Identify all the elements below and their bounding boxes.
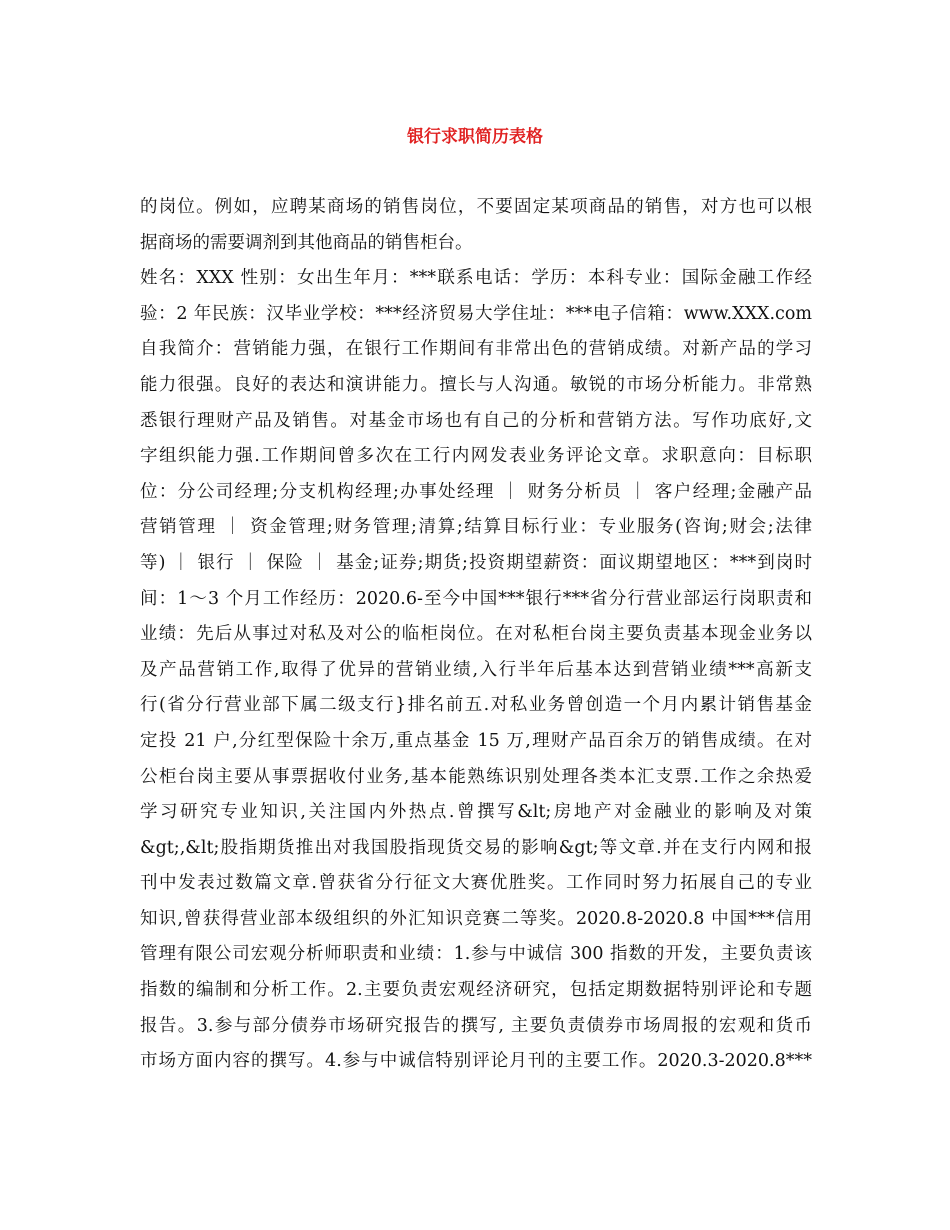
body-line: 行(省分行营业部下属二级支行}排名前五.对私业务曾创造一个月内累计销售基金 — [140, 695, 812, 716]
body-line: 刊中发表过数篇文章.曾获省分行征文大赛优胜奖。工作同时努力拓展自己的专业 — [140, 873, 812, 894]
body-line: 字组织能力强.工作期间曾多次在工行内网发表业务评论文章。求职意向：目标职 — [140, 446, 812, 467]
body-line: 能力很强。良好的表达和演讲能力。擅长与人沟通。敏锐的市场分析能力。非常熟 — [140, 374, 812, 395]
body-line: 间：1～3 个月工作经历：2020.6-至今中国***银行***省分行营业部运行岗职责和 — [140, 588, 812, 609]
body-line: 公柜台岗主要从事票据收付业务,基本能熟练识别处理各类本汇支票.工作之余热爱 — [140, 766, 812, 787]
body-line: 位：分公司经理;分支机构经理;办事处经理 ｜ 财务分析员 ｜ 客户经理;金融产品 — [140, 481, 812, 502]
body-line: 知识,曾获得营业部本级组织的外汇知识竞赛二等奖。2020.8-2020.8 中国***信用 — [140, 908, 812, 929]
body-line: 营销管理 ｜ 资金管理;财务管理;清算;结算目标行业：专业服务(咨询;财会;法律 — [140, 517, 812, 538]
body-line: 市场方面内容的撰写。4.参与中诚信特别评论月刊的主要工作。2020.3-2020.8*** — [140, 1051, 812, 1072]
body-line: 及产品营销工作,取得了优异的营销业绩,入行半年后基本达到营销业绩***高新支 — [140, 659, 812, 680]
body-line: 定投 21 户,分红型保险十余万,重点基金 15 万,理财产品百余万的销售成绩。在对 — [140, 730, 812, 751]
body-line: 管理有限公司宏观分析师职责和业绩：1.参与中诚信 300 指数的开发，主要负责该 — [140, 944, 812, 965]
body-line: 学习研究专业知识,关注国内外热点.曾撰写&lt;房地产对金融业的影响及对策 — [140, 802, 812, 823]
body-line: 的岗位。例如，应聘某商场的销售岗位，不要固定某项商品的销售，对方也可以根 — [140, 197, 812, 217]
body-line: 报告。3.参与部分债券市场研究报告的撰写, 主要负责债券市场周报的宏观和货币 — [140, 1015, 812, 1036]
body-line: 指数的编制和分析工作。2.主要负责宏观经济研究，包括定期数据特别评论和专题 — [140, 980, 812, 1001]
body-line: 等) ｜ 银行 ｜ 保险 ｜ 基金;证券;期货;投资期望薪资：面议期望地区：***到岗时 — [140, 552, 812, 573]
document-body — [140, 190, 812, 1080]
body-line: 姓名：XXX 性别：女出生年月：***联系电话：学历：本科专业：国际金融工作经 — [140, 268, 812, 289]
body-line: 悉银行理财产品及销售。对基金市场也有自己的分析和营销方法。写作功底好,文 — [140, 410, 812, 431]
document-title: 银行求职简历表格 — [407, 127, 543, 147]
body-line: 验：2 年民族：汉毕业学校：***经济贸易大学住址：***电子信箱：www.XXX.com — [140, 303, 812, 324]
body-line: &gt;,&lt;股指期货推出对我国股指现货交易的影响&gt;等文章.并在支行内网和报 — [140, 837, 812, 858]
body-line: 自我简介：营销能力强，在银行工作期间有非常出色的营销成绩。对新产品的学习 — [140, 339, 812, 360]
body-line: 据商场的需要调剂到其他商品的销售柜台。 — [140, 232, 473, 253]
body-line: 业绩：先后从事过对私及对公的临柜岗位。在对私柜台岗主要负责基本现金业务以 — [140, 624, 812, 645]
